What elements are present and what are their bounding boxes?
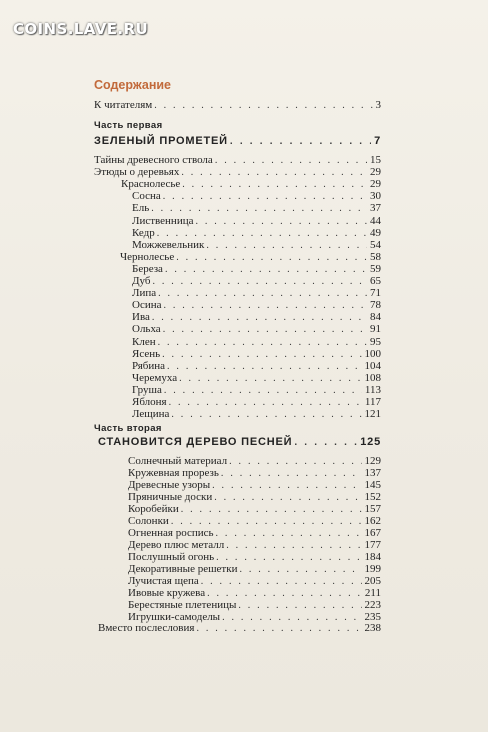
outro-entry bbox=[98, 622, 381, 635]
toc-entry-page: 49 bbox=[370, 226, 381, 239]
toc-entry-title: Пряничные доски bbox=[128, 491, 213, 503]
toc-entry-page: 100 bbox=[364, 347, 381, 360]
toc-entry-page: 145 bbox=[364, 479, 381, 491]
toc-entry bbox=[121, 178, 381, 191]
intro-entry bbox=[94, 99, 381, 112]
toc-entry-page: 30 bbox=[370, 190, 381, 203]
toc-entry-page: 95 bbox=[370, 335, 381, 348]
part-label: Часть первая bbox=[94, 120, 163, 131]
toc-entry-title: ЗЕЛЕНЫЙ ПРОМЕТЕЙ bbox=[94, 135, 228, 147]
toc-entry-title: Лиственница bbox=[132, 214, 194, 227]
toc-entry bbox=[132, 239, 381, 252]
toc-entry-page: 104 bbox=[364, 359, 381, 372]
toc-entry bbox=[132, 275, 381, 288]
toc-entry-page: 238 bbox=[364, 622, 381, 634]
toc-entry-page: 125 bbox=[360, 436, 381, 448]
toc-entry-title: Можжевельник bbox=[132, 238, 205, 251]
toc-entry-title: Черемуха bbox=[132, 371, 178, 384]
part-label: Часть вторая bbox=[94, 423, 162, 434]
toc-entry-page: 121 bbox=[364, 408, 381, 421]
part2-title bbox=[98, 436, 381, 449]
toc-entry-page: 7 bbox=[374, 135, 381, 147]
toc-entry-title: Ольха bbox=[132, 323, 161, 336]
toc-entry-title: Чернолесье bbox=[120, 250, 175, 263]
toc-entry bbox=[94, 166, 381, 179]
toc-entry bbox=[132, 202, 381, 215]
toc-entry bbox=[132, 408, 381, 421]
toc-entry bbox=[94, 154, 381, 167]
toc-entry bbox=[132, 263, 381, 276]
toc-entry-title: Лучистая щепа bbox=[128, 575, 199, 587]
toc-entry-title: Краснолесье bbox=[121, 178, 181, 191]
toc-entry-page: 59 bbox=[370, 262, 381, 275]
toc-entry-page: 177 bbox=[364, 539, 381, 551]
toc-entry-title: Рябина bbox=[132, 359, 166, 372]
toc-entry bbox=[132, 311, 381, 324]
toc-entry bbox=[132, 190, 381, 203]
toc-entry-title: Коробейки bbox=[128, 503, 179, 515]
toc-entry-title: СТАНОВИТСЯ ДЕРЕВО ПЕСНЕЙ bbox=[98, 436, 293, 448]
toc-entry-title: Солнечный материал bbox=[128, 455, 228, 467]
toc-entry-page: 15 bbox=[370, 154, 381, 166]
toc-entry-page: 129 bbox=[364, 455, 381, 467]
toc-entry-title: Груша bbox=[132, 383, 162, 396]
toc-entry bbox=[132, 396, 381, 409]
toc-entry bbox=[132, 215, 381, 228]
toc-entry-page: 65 bbox=[370, 275, 381, 287]
toc-entry-page: 205 bbox=[364, 575, 381, 587]
toc-entry-title: Осина bbox=[132, 299, 162, 312]
dot-leader bbox=[230, 136, 371, 148]
toc-entry-page: 91 bbox=[370, 323, 381, 336]
toc-entry-title: Солонки bbox=[128, 515, 169, 527]
toc-entry-page: 54 bbox=[370, 238, 381, 251]
toc-entry-title: Берестяные плетеницы bbox=[128, 599, 237, 611]
toc-entry-page: 199 bbox=[364, 563, 381, 575]
part1-title bbox=[94, 135, 381, 148]
toc-entry-page: 29 bbox=[370, 178, 381, 191]
toc-entry-title: Вместо послесловия bbox=[98, 622, 195, 634]
toc-entry-page: 3 bbox=[375, 99, 381, 111]
toc-entry-title: Дерево плюс металл bbox=[128, 539, 225, 551]
toc-entry-page: 78 bbox=[370, 299, 381, 312]
toc-entry-title: Послушный огонь bbox=[128, 551, 215, 563]
toc-entry-title: Липа bbox=[132, 287, 157, 300]
toc-entry-page: 71 bbox=[370, 287, 381, 300]
toc-entry-title: К читателям bbox=[94, 99, 153, 111]
toc-entry-title: Дуб bbox=[132, 275, 151, 287]
toc-entry-page: 108 bbox=[364, 371, 381, 384]
toc-entry bbox=[132, 372, 381, 385]
toc-entry-page: 223 bbox=[364, 599, 381, 611]
toc-entry bbox=[132, 348, 381, 361]
toc-entry-page: 113 bbox=[364, 383, 381, 396]
toc-entry-title: Огненная роспись bbox=[128, 527, 214, 539]
toc-entry-title: Древесные узоры bbox=[128, 479, 211, 491]
toc-entry-page: 211 bbox=[364, 587, 381, 599]
toc-entry-title: Ивовые кружева bbox=[128, 587, 206, 599]
toc-entry bbox=[132, 227, 381, 240]
toc-entry-title: Сосна bbox=[132, 190, 161, 203]
dot-leader bbox=[171, 409, 361, 421]
toc-entry bbox=[132, 299, 381, 312]
toc-entry-title: Кедр bbox=[132, 226, 155, 239]
toc-entry bbox=[132, 360, 381, 373]
toc-entry bbox=[132, 336, 381, 349]
toc-entry-title: Яблоня bbox=[132, 396, 167, 408]
toc-entry-title: Ива bbox=[132, 311, 150, 324]
toc-entry-title: Этюды о деревьях bbox=[94, 166, 180, 179]
toc-entry-page: 184 bbox=[364, 551, 381, 563]
toc-entry-title: Тайны древесного ствола bbox=[94, 154, 213, 166]
toc-entry-title: Игрушки-самоделы bbox=[128, 611, 221, 623]
toc-entry-title: Ясень bbox=[132, 347, 161, 360]
toc-entry bbox=[120, 251, 381, 264]
toc-entry bbox=[132, 323, 381, 336]
toc-entry-page: 235 bbox=[364, 611, 381, 623]
toc-entry-page: 29 bbox=[370, 166, 381, 179]
toc-entry-page: 117 bbox=[364, 396, 381, 408]
toc-entry-title: Береза bbox=[132, 262, 163, 275]
toc-entry bbox=[132, 384, 381, 397]
dot-leader bbox=[196, 623, 361, 635]
toc-entry bbox=[132, 287, 381, 300]
toc-entry-title: Кружевная прорезь bbox=[128, 467, 219, 479]
toc-entry-title: Клен bbox=[132, 335, 156, 348]
toc-entry-page: 167 bbox=[364, 527, 381, 539]
contents-heading: Содержание bbox=[94, 78, 172, 92]
dot-leader bbox=[294, 437, 357, 449]
toc-entry-title: Лещина bbox=[132, 408, 170, 421]
toc-entry-page: 84 bbox=[370, 311, 381, 324]
toc-entry-page: 157 bbox=[364, 503, 381, 515]
toc-entry-page: 58 bbox=[370, 250, 381, 263]
toc-entry-title: Ель bbox=[132, 202, 150, 215]
toc-entry-page: 162 bbox=[364, 515, 381, 527]
toc-entry-page: 152 bbox=[364, 491, 381, 503]
dot-leader bbox=[154, 100, 372, 112]
toc-entry-page: 137 bbox=[364, 467, 381, 479]
watermark: COINS.LAVE.RU bbox=[13, 20, 149, 38]
toc-entry-page: 44 bbox=[370, 214, 381, 227]
toc-entry-page: 37 bbox=[370, 202, 381, 215]
toc-entry-title: Декоративные решетки bbox=[128, 563, 238, 575]
